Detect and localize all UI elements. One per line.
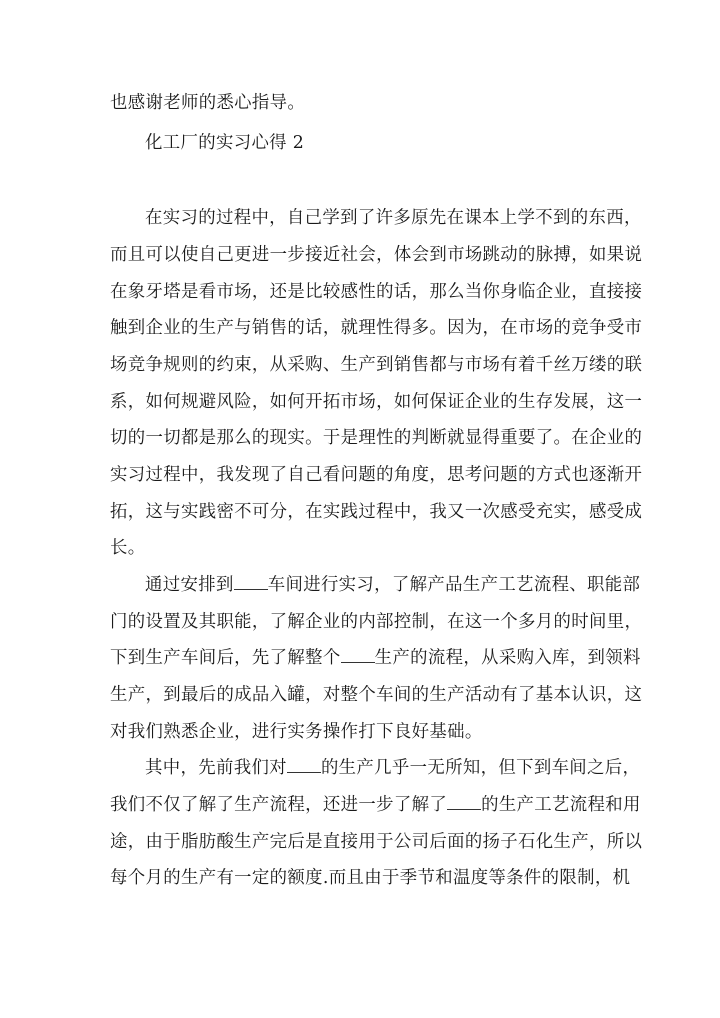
text-segment: 的生产工艺流程和用 xyxy=(481,795,641,815)
paragraph-line: 系，如何规避风险，如何开拓市场，如何保证企业的生存发展，这一 xyxy=(110,392,643,412)
paragraph-line xyxy=(110,794,641,816)
text-segment: 的生产几乎一无所知，但下到车间之后， xyxy=(320,758,641,778)
paragraph-line: 触到企业的生产与销售的话，就理性得多。因为，在市场的竞争受市 xyxy=(110,318,643,338)
paragraph-line: 每个月的生产有一定的额度.而且由于季节和温度等条件的限制，机 xyxy=(110,868,631,888)
paragraph-line: 切的一切都是那么的现实。于是理性的判断就显得重要了。在企业的 xyxy=(110,428,643,448)
paragraph-line: 在象牙塔是看市场，还是比较感性的话，那么当你身临企业，直接接 xyxy=(110,282,643,302)
previous-section-ending: 也感谢老师的悉心指导。 xyxy=(110,93,306,113)
text-segment: 我们不仅了解了生产流程，还进一步了解了 xyxy=(110,795,448,815)
paragraph-line: 而且可以使自己更进一步接近社会，体会到市场跳动的脉搏，如果说 xyxy=(110,245,643,265)
text-segment: 车间进行实习，了解产品生产工艺流程、职能部 xyxy=(267,575,641,595)
fill-in-blank xyxy=(287,758,321,773)
fill-in-blank xyxy=(341,648,375,663)
fill-in-blank xyxy=(447,795,481,810)
text-segment: 通过安排到 xyxy=(145,575,234,595)
paragraph-line: 在实习的过程中，自己学到了许多原先在课本上学不到的东西， xyxy=(145,208,642,228)
paragraph-line: 生产，到最后的成品入罐，对整个车间的生产活动有了基本认识，这 xyxy=(110,685,643,705)
paragraph-line: 拓，这与实践密不可分，在实践过程中，我又一次感受充实，感受成 xyxy=(110,502,643,522)
paragraph-line: 场竞争规则的约束，从采购、生产到销售都与市场有着千丝万缕的联 xyxy=(110,355,643,375)
text-segment: 其中，先前我们对 xyxy=(145,758,287,778)
text-segment: 下到生产车间后，先了解整个 xyxy=(110,648,341,668)
paragraph-line: 对我们熟悉企业，进行实务操作打下良好基础。 xyxy=(110,722,483,742)
fill-in-blank xyxy=(234,575,268,590)
paragraph-line xyxy=(110,647,641,669)
paragraph-line: 门的设置及其职能，了解企业的内部控制，在这一个多月的时间里， xyxy=(110,612,643,632)
paragraph-line: 途，由于脂肪酸生产完后是直接用于公司后面的扬子石化生产，所以 xyxy=(110,832,643,852)
paragraph-line: 实习过程中，我发现了自己看问题的角度，思考问题的方式也逐渐开 xyxy=(110,465,643,485)
text-segment: 生产的流程，从采购入库，到领料 xyxy=(374,648,641,668)
paragraph-line xyxy=(145,574,647,596)
paragraph-line: 长。 xyxy=(110,538,146,558)
paragraph-line xyxy=(145,757,647,779)
section-title: 化工厂的实习心得 2 xyxy=(145,133,305,153)
